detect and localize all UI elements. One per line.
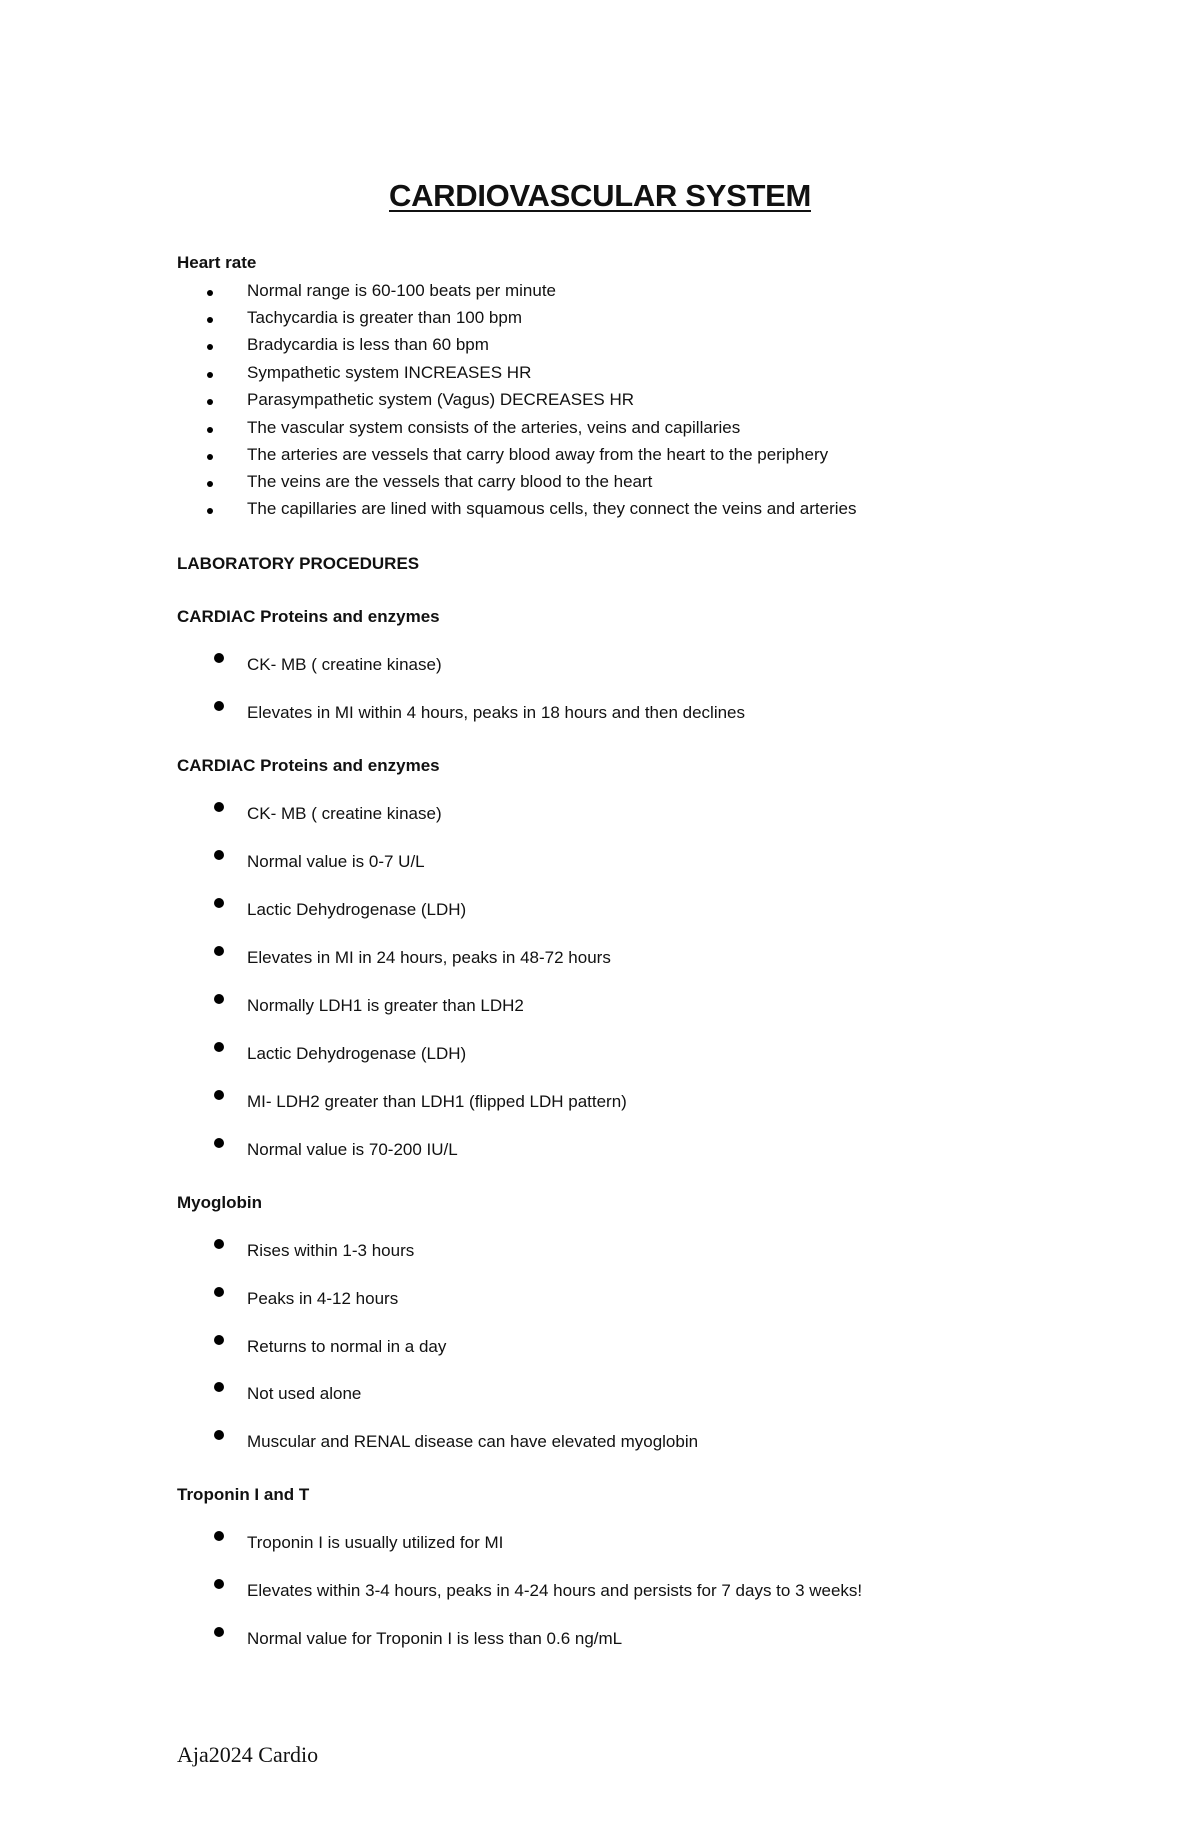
list-item: Lactic Dehydrogenase (LDH) bbox=[247, 1044, 467, 1063]
bullet-icon bbox=[207, 372, 213, 378]
page-footer: Aja2024 Cardio bbox=[177, 1742, 319, 1767]
list-item: The vascular system consists of the arteries, veins and capillaries bbox=[247, 418, 741, 437]
list-item: Elevates in MI within 4 hours, peaks in 18 hours and then declines bbox=[247, 703, 746, 722]
bullet-icon bbox=[214, 1042, 224, 1052]
list-item: The veins are the vessels that carry blood to the heart bbox=[247, 472, 653, 491]
bullet-icon bbox=[207, 399, 213, 405]
bullet-icon bbox=[214, 1287, 224, 1297]
bullet-icon bbox=[214, 1239, 224, 1249]
bullet-icon bbox=[214, 1627, 224, 1637]
bullet-icon bbox=[214, 994, 224, 1004]
list-item: CK- MB ( creatine kinase) bbox=[247, 655, 442, 674]
bullet-icon bbox=[207, 481, 213, 487]
bullet-icon bbox=[214, 653, 224, 663]
list-item: MI- LDH2 greater than LDH1 (flipped LDH pattern) bbox=[247, 1092, 627, 1111]
myoglobin-heading: Myoglobin bbox=[177, 1193, 262, 1212]
list-item: Returns to normal in a day bbox=[247, 1337, 447, 1356]
bullet-icon bbox=[214, 1531, 224, 1541]
list-item: Muscular and RENAL disease can have elevated myoglobin bbox=[247, 1432, 699, 1451]
bullet-icon bbox=[207, 344, 213, 350]
list-item: Lactic Dehydrogenase (LDH) bbox=[247, 900, 467, 919]
bullet-icon bbox=[214, 1335, 224, 1345]
list-item: Not used alone bbox=[247, 1384, 362, 1403]
list-item: Normally LDH1 is greater than LDH2 bbox=[247, 996, 524, 1015]
list-item: CK- MB ( creatine kinase) bbox=[247, 804, 442, 823]
bullet-icon bbox=[207, 454, 213, 460]
list-item: Normal value is 70-200 IU/L bbox=[247, 1140, 458, 1159]
bullet-icon bbox=[207, 508, 213, 514]
cardiac-proteins-heading: CARDIAC Proteins and enzymes bbox=[177, 607, 440, 626]
bullet-icon bbox=[214, 1430, 224, 1440]
list-item: Rises within 1-3 hours bbox=[247, 1241, 415, 1260]
list-item: Peaks in 4-12 hours bbox=[247, 1289, 399, 1308]
list-item: Sympathetic system INCREASES HR bbox=[247, 363, 532, 382]
bullet-icon bbox=[207, 317, 213, 323]
list-item: Normal value is 0-7 U/L bbox=[247, 852, 425, 871]
list-item: The arteries are vessels that carry blood away from the heart to the periphery bbox=[247, 445, 829, 464]
list-item: Elevates within 3-4 hours, peaks in 4-24 hours and persists for 7 days to 3 weeks! bbox=[247, 1581, 863, 1600]
cardiac-proteins-heading-2: CARDIAC Proteins and enzymes bbox=[177, 756, 440, 775]
bullet-icon bbox=[214, 1579, 224, 1589]
list-item: Elevates in MI in 24 hours, peaks in 48-72 hours bbox=[247, 948, 611, 967]
laboratory-procedures-heading: LABORATORY PROCEDURES bbox=[177, 554, 420, 573]
list-item: Normal value for Troponin I is less than 0.6 ng/mL bbox=[247, 1629, 623, 1648]
troponin-heading: Troponin I and T bbox=[177, 1485, 310, 1504]
heart-rate-heading: Heart rate bbox=[177, 253, 257, 272]
bullet-icon bbox=[214, 1138, 224, 1148]
page-title: CARDIOVASCULAR SYSTEM bbox=[389, 178, 811, 213]
bullet-icon bbox=[214, 850, 224, 860]
bullet-icon bbox=[214, 946, 224, 956]
list-item: Bradycardia is less than 60 bpm bbox=[247, 335, 489, 354]
bullet-icon bbox=[214, 701, 224, 711]
list-item: Parasympathetic system (Vagus) DECREASES HR bbox=[247, 390, 635, 409]
bullet-icon bbox=[214, 1382, 224, 1392]
list-item: Normal range is 60-100 beats per minute bbox=[247, 281, 556, 300]
bullet-icon bbox=[207, 427, 213, 433]
bullet-icon bbox=[214, 898, 224, 908]
list-item: Tachycardia is greater than 100 bpm bbox=[247, 308, 522, 327]
list-item: Troponin I is usually utilized for MI bbox=[247, 1533, 504, 1552]
bullet-icon bbox=[214, 1090, 224, 1100]
list-item: The capillaries are lined with squamous cells, they connect the veins and arteries bbox=[247, 499, 857, 518]
bullet-icon bbox=[207, 290, 213, 296]
bullet-icon bbox=[214, 802, 224, 812]
